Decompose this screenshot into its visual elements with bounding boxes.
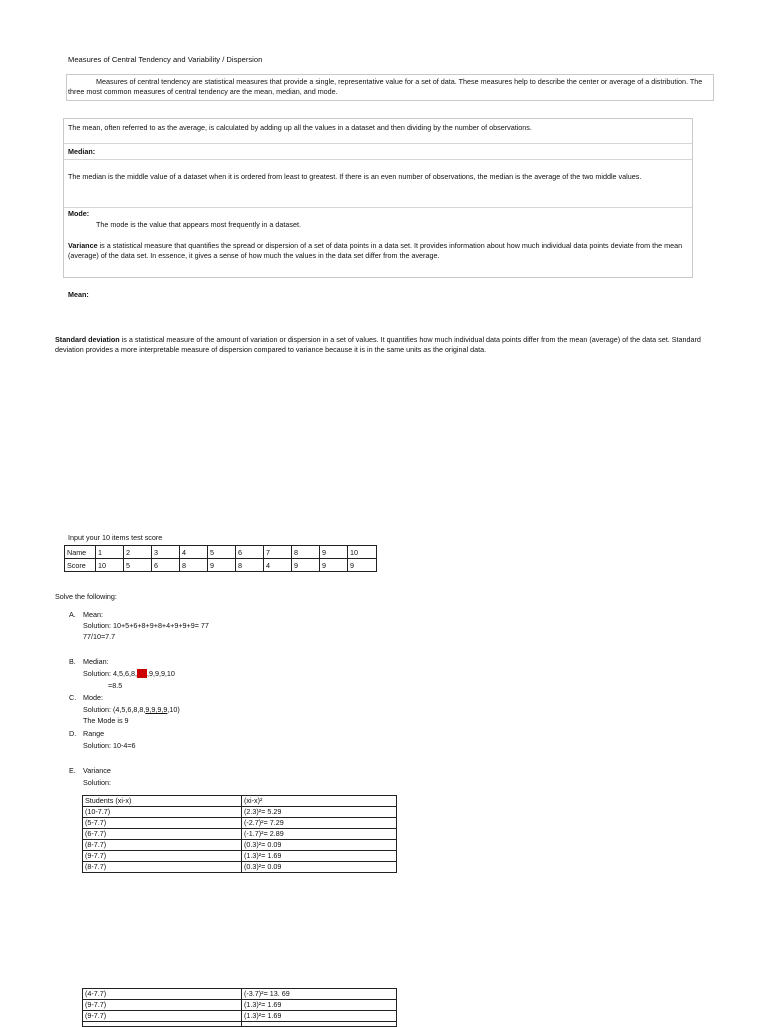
mode-result: The Mode is 9 xyxy=(83,716,129,725)
table-cell: 9 xyxy=(292,559,320,572)
table-cell: (9-7.7) xyxy=(83,1000,242,1011)
table-cell: 4 xyxy=(264,559,292,572)
table-row xyxy=(83,840,397,851)
table-cell: (9-7.7) xyxy=(83,1011,242,1022)
item-letter-c: C. xyxy=(69,693,77,702)
mean-label: Mean: xyxy=(83,610,103,619)
mean-solution: Solution: 10+5+6+8+9+8+4+9+9+9= 77 xyxy=(83,621,209,630)
table-cell: (1.3)²= 1.69 xyxy=(242,1011,397,1022)
table-cell: (6-7.7) xyxy=(83,829,242,840)
table-row xyxy=(83,989,397,1000)
table-cell: 4 xyxy=(180,546,208,559)
table-cell: 2 xyxy=(124,546,152,559)
variance-table-continued xyxy=(82,988,397,1027)
table-row xyxy=(83,862,397,873)
table-row xyxy=(65,559,377,572)
table-cell: (4-7.7) xyxy=(83,989,242,1000)
table-cell: (2.3)²= 5.29 xyxy=(242,807,397,818)
mean-heading: Mean: xyxy=(68,290,89,299)
table-header-cell: (xi-x)² xyxy=(242,796,397,807)
table-row xyxy=(83,851,397,862)
table-cell: 3 xyxy=(152,546,180,559)
table-row xyxy=(83,1000,397,1011)
table-row xyxy=(65,546,377,559)
table-cell: (-2.7)²= 7.29 xyxy=(242,818,397,829)
table-cell: (5-7.7) xyxy=(83,818,242,829)
table-cell: 8 xyxy=(180,559,208,572)
page-title: Measures of Central Tendency and Variability / Dispersion xyxy=(68,55,263,64)
definitions-box xyxy=(63,118,693,278)
table-cell: (0.3)²= 0.09 xyxy=(242,862,397,873)
table-cell: 1 xyxy=(96,546,124,559)
table-cell: (0.3)²= 0.09 xyxy=(242,840,397,851)
variance-label: Variance xyxy=(83,766,111,775)
table-cell: 5 xyxy=(124,559,152,572)
table-row xyxy=(83,807,397,818)
median-highlight: 8,9 xyxy=(136,669,147,678)
table-cell: 6 xyxy=(236,546,264,559)
median-solution: Solution: 4,5,6,8,8,9,9,9,9,10 xyxy=(83,669,175,678)
table-cell: (10-7.7) xyxy=(83,807,242,818)
solve-heading: Solve the following: xyxy=(55,592,117,601)
item-letter-b: B. xyxy=(69,657,76,666)
table-cell: 6 xyxy=(152,559,180,572)
table-cell: Name xyxy=(65,546,96,559)
mean-definition: The mean, often referred to as the average, is calculated by adding up all the values in a dataset and then dividing by the number of observations. xyxy=(68,123,532,132)
sd-definition: Standard deviation is a statistical measure of the amount of variation or dispersion in a set of values. It quantifies how much individual data points differ from the mean (average) of the data set. Standard deviation provides a more interpretable measure of dispersion compared to variance because it is in the same units as the original data. xyxy=(55,335,701,354)
table-cell: (9-7.7) xyxy=(83,851,242,862)
mode-heading: Mode: xyxy=(68,209,90,218)
table-row xyxy=(83,1011,397,1022)
variance-definition: Variance is a statistical measure that quantifies the spread or dispersion of a set of data points in a data set. It provides information about how much individual data points deviate from the mean (average) of the data set. In essence, it gives a sense of how much the values in the data set differ from the average. xyxy=(68,241,683,260)
table-cell xyxy=(242,1022,397,1027)
table-cell: 8 xyxy=(236,559,264,572)
table-cell: 9 xyxy=(320,546,348,559)
item-letter-d: D. xyxy=(69,729,77,738)
variance-solution-label: Solution: xyxy=(83,778,111,787)
table-cell xyxy=(83,1022,242,1027)
median-label: Median: xyxy=(83,657,109,666)
item-letter-a: A. xyxy=(69,610,76,619)
variance-table xyxy=(82,795,397,873)
score-table-caption: Input your 10 items test score xyxy=(68,533,163,542)
median-definition: The median is the middle value of a dataset when it is ordered from least to greatest. If there is an even number of observations, the median is the average of the two middle values. xyxy=(68,172,642,181)
table-row xyxy=(83,1022,397,1027)
intro-box xyxy=(66,74,714,101)
range-label: Range xyxy=(83,729,105,738)
score-table xyxy=(64,545,377,572)
table-header-cell: Students (xi-x) xyxy=(83,796,242,807)
table-cell: 10 xyxy=(96,559,124,572)
median-heading: Median: xyxy=(68,147,96,156)
table-cell: 9 xyxy=(208,559,236,572)
table-row xyxy=(83,796,397,807)
table-cell: (8-7.7) xyxy=(83,862,242,873)
table-cell: 7 xyxy=(264,546,292,559)
table-cell: 9 xyxy=(320,559,348,572)
table-row xyxy=(83,818,397,829)
mode-definition: The mode is the value that appears most frequently in a dataset. xyxy=(96,220,301,229)
table-cell: 8 xyxy=(292,546,320,559)
table-cell: (-3.7)²= 13. 69 xyxy=(242,989,397,1000)
table-cell: 9 xyxy=(348,559,377,572)
mode-solution: Solution: (4,5,6,8,8,9,9,9,9,10) xyxy=(83,705,180,714)
mode-label: Mode: xyxy=(83,693,103,702)
median-result: =8.5 xyxy=(108,681,123,690)
mean-result: 77/10=7.7 xyxy=(83,632,116,641)
table-row xyxy=(83,829,397,840)
table-cell: (1.3)²= 1.69 xyxy=(242,851,397,862)
intro-text: Measures of central tendency are statistical measures that provide a single, representative value for a set of data. These measures help to describe the center or average of a distribution. The three most common measures of central tendency are the mean, median, and mode. xyxy=(68,77,703,96)
table-cell: (8-7.7) xyxy=(83,840,242,851)
table-cell: Score xyxy=(65,559,96,572)
table-cell: 5 xyxy=(208,546,236,559)
table-cell: (-1.7)²= 2.89 xyxy=(242,829,397,840)
table-cell: (1.3)²= 1.69 xyxy=(242,1000,397,1011)
range-solution: Solution: 10-4=6 xyxy=(83,741,136,750)
item-letter-e: E. xyxy=(69,766,76,775)
table-cell: 10 xyxy=(348,546,377,559)
